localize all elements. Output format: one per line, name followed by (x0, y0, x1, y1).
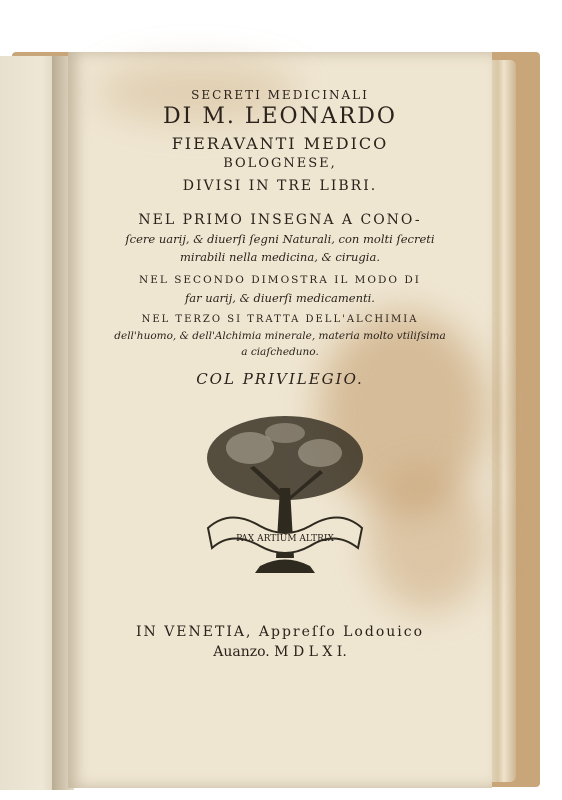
section-2-heading: NEL SECONDO DIMOSTRA IL MODO DI (139, 274, 421, 286)
printers-device-tree (190, 408, 380, 598)
section-3-text: a ciaſcheduno. (241, 346, 319, 358)
imprint-line-2: Auanzo. M D L X I. (213, 644, 347, 660)
section-1-heading: NEL PRIMO INSEGNA A CONO- (138, 212, 422, 228)
device-motto: PAX ARTIUM ALTRIX (236, 534, 334, 544)
section-1-text: ſcere uarij, & diuerſi ſegni Naturali, con molti ſecreti (125, 232, 435, 246)
privilege-line: COL PRIVILEGIO. (196, 370, 364, 388)
section-3-text: dell'huomo, & dell'Alchimia minerale, materia molto vtiliſsima (114, 330, 446, 342)
title-line-3: FIERAVANTI MEDICO (171, 134, 389, 153)
title-line-1: SECRETI MEDICINALI (191, 88, 369, 102)
section-1-text: mirabili nella medicina, & cirugia. (180, 250, 380, 264)
imprint-line-1: IN VENETIA, Appreſſo Lodouico (135, 624, 425, 640)
water-stain (368, 472, 488, 612)
title-line-4: BOLOGNESE, (223, 156, 337, 171)
left-page (0, 56, 60, 790)
section-3-heading: NEL TERZO SI TRATTA DELL'ALCHIMIA (141, 314, 419, 325)
title-line-2: DI M. LEONARDO (163, 104, 397, 129)
section-2-text: far uarij, & diuerſi medicamenti. (185, 291, 375, 305)
title-line-5: DIVISI IN TRE LIBRI. (182, 178, 378, 194)
